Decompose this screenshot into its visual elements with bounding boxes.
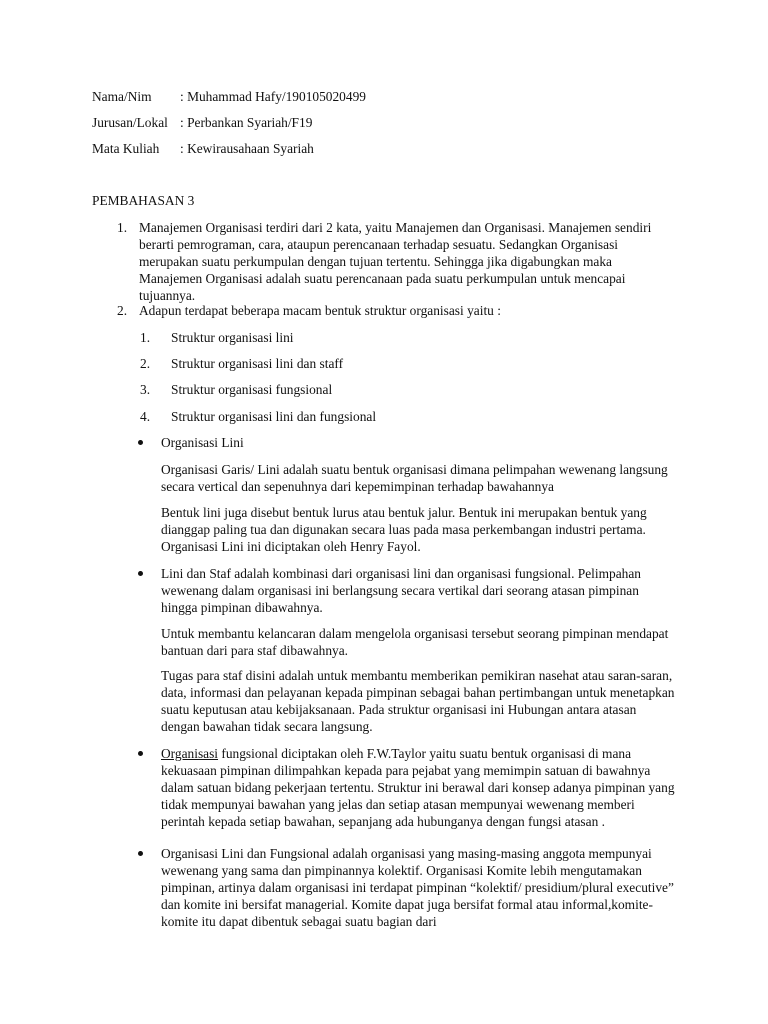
- bullet-icon: [138, 440, 143, 445]
- bullet-icon: [138, 751, 143, 756]
- structure-text: Struktur organisasi lini: [171, 330, 294, 345]
- bullet-item: [138, 845, 678, 949]
- bullet-icon: [138, 851, 143, 856]
- structure-text: Struktur organisasi lini dan fungsional: [171, 409, 377, 424]
- paragraph: Tugas para staf disini adalah untuk membantu memberikan pemikiran nasehat atau saran-saran, data, informasi dan pelayanan kepada pimpinan sebagai bahan pertimbangan untuk menetapkan suatu keputusan atau kebijaksanaan. Pada struktur organisasi ini Hubungan antara atasan dengan bawahan tidak secara langsung.: [161, 668, 675, 734]
- major-value: : Perbankan Syariah/F19: [180, 115, 313, 130]
- structure-number: 3.: [140, 382, 151, 397]
- structure-text: Struktur organisasi lini dan staff: [171, 356, 344, 371]
- list-item: [117, 219, 677, 305]
- section-title: PEMBAHASAN 3: [92, 193, 195, 208]
- paragraph: Organisasi Garis/ Lini adalah suatu bentuk organisasi dimana pelimpahan wewenang langsung secara vertical dan sepenuhnya dari kepemimpinan terhadap bawahannya: [161, 462, 668, 494]
- list-number: 1.: [117, 220, 128, 235]
- list-text: Adapun terdapat beberapa macam bentuk struktur organisasi yaitu :: [139, 303, 501, 318]
- structure-number: 4.: [140, 409, 151, 424]
- bullet-text: Organisasi Lini dan Fungsional adalah organisasi yang masing-masing anggota mempunyai wewenang yang sama dan pimpinannya kolektif. Organisasi Komite lebih mengutamakan pimpinan, artinya dalam organisasi ini terdapat pimpinan “kolektif/ presidium/plural executive” dan komite ini bersifat managerial. Komite dapat juga bersifat formal atau informal,komite-komite itu dapat dibentuk sebagai suatu bagian dari: [161, 846, 674, 929]
- structure-number: 2.: [140, 356, 151, 371]
- structure-number: 1.: [140, 330, 151, 345]
- list-item: [117, 302, 677, 320]
- bullet-icon: [138, 571, 143, 576]
- bullet-text: [161, 745, 677, 830]
- name-label: Nama/Nim: [92, 89, 152, 104]
- bullet-title: Organisasi Lini: [161, 435, 244, 450]
- course-value: : Kewirausahaan Syariah: [180, 141, 314, 156]
- bullet-text: Lini dan Staf adalah kombinasi dari organisasi lini dan organisasi fungsional. Pelimpahan wewenang dalam organisasi ini berlangsung secara vertikal dari seorang atasan pimpinan hingga pimpinan dibawahnya.: [161, 566, 641, 615]
- paragraph: Bentuk lini juga disebut bentuk lurus atau bentuk jalur. Bentuk ini merupakan bentuk yang dianggap paling tua dan digunakan secara luas pada masa perkembangan industri pertama. Organisasi Lini ini diciptakan oleh Henry Fayol.: [161, 505, 647, 554]
- list-number: 2.: [117, 303, 128, 318]
- bullet-item: [138, 565, 678, 617]
- bullet-item: [138, 434, 678, 452]
- structure-text: Struktur organisasi fungsional: [171, 382, 333, 397]
- bullet-item: [138, 745, 678, 849]
- course-label: Mata Kuliah: [92, 141, 160, 156]
- name-value: : Muhammad Hafy/190105020499: [180, 89, 366, 104]
- bullet-text-rest: fungsional diciptakan oleh F.W.Taylor yaitu suatu bentuk organisasi di mana kekuasaan pimpinan dilimpahkan kepada para pejabat yang memimpin satuan di bawahnya dalam satuan bidang pekerjaan tertentu. Struktur ini berawal dari konsep adanya pimpinan yang tidak mempunyai bawahan yang jelas dan setiap atasan mempunyai wewenang memberi perintah kepada setiap bawahan, sepanjang ada hubunganya dengan fungsi atasan .: [161, 746, 675, 829]
- underlined-word: Organisasi: [161, 746, 219, 761]
- list-text: Manajemen Organisasi terdiri dari 2 kata, yaitu Manajemen dan Organisasi. Manajemen sendiri berarti pemrograman, cara, ataupun perencanaan terhadap sesuatu. Sedangkan Organisasi merupakan suatu perkumpulan dengan tujuan tertentu. Sehingga jika digabungkan maka Manajemen Organisasi adalah suatu perencanaan pada suatu perkumpulan untuk mencapai tujuannya.: [139, 220, 652, 303]
- major-label: Jurusan/Lokal: [92, 115, 168, 130]
- paragraph: Untuk membantu kelancaran dalam mengelola organisasi tersebut seorang pimpinan mendapat bantuan dari para staf dibawahnya.: [161, 626, 669, 658]
